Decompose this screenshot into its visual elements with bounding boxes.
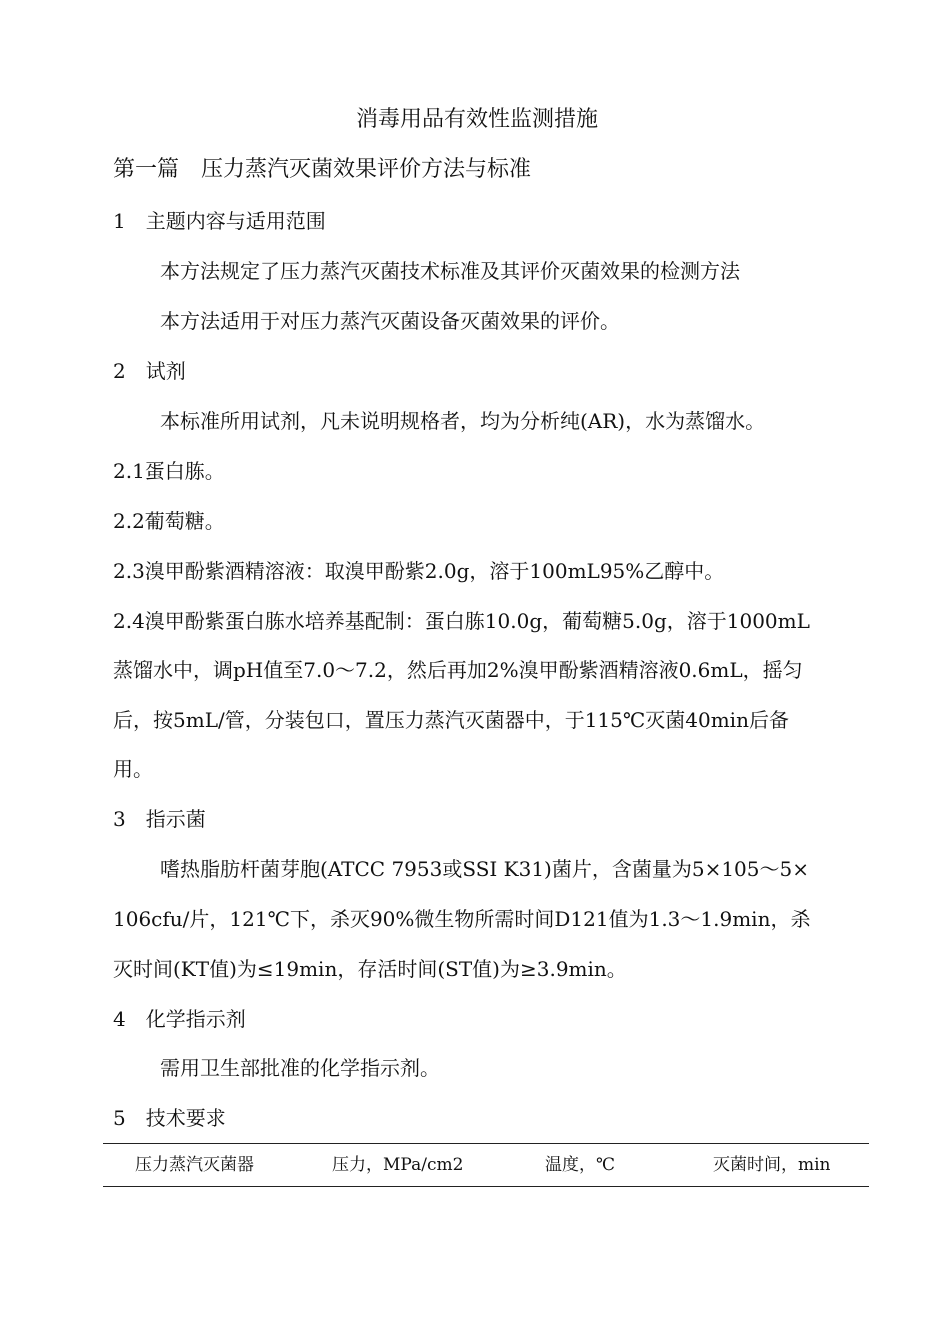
- reagent-item: 2.2葡萄糖。: [113, 509, 225, 533]
- section-4-heading: 4 化学指示剂: [113, 1007, 246, 1031]
- section-2-heading: 2 试剂: [113, 359, 186, 383]
- reagent-item-continued: 用。: [113, 757, 153, 781]
- reagent-item-continued: 后，按5mL/管，分装包口，置压力蒸汽灭菌器中，于115℃灭菌40min后备: [113, 708, 789, 732]
- reagent-item: 2.3溴甲酚紫酒精溶液：取溴甲酚紫2.0g，溶于100mL95%乙醇中。: [113, 559, 725, 583]
- reagent-item: 2.4溴甲酚紫蛋白胨水培养基配制：蛋白胨10.0g，葡萄糖5.0g，溶于1000mL: [113, 609, 810, 633]
- reagent-item: 2.1蛋白胨。: [113, 459, 225, 483]
- paragraph: 嗜热脂肪杆菌芽胞(ATCC 7953或SSI K31)菌片，含菌量为5×105～5×: [160, 857, 809, 881]
- section-5-heading: 5 技术要求: [113, 1106, 226, 1130]
- section-3-heading: 3 指示菌: [113, 807, 206, 831]
- paragraph-continued: 灭时间(KT值)为≤19min，存活时间(ST值)为≥3.9min。: [113, 957, 627, 981]
- table-header-cell: 灭菌时间，min: [713, 1155, 831, 1175]
- table-header-cell: 温度，℃: [545, 1155, 616, 1175]
- document-title: 消毒用品有效性监测措施: [356, 107, 599, 132]
- paragraph-continued: 106cfu/片，121℃下，杀灭90%微生物所需时间D121值为1.3～1.9min，杀: [113, 907, 811, 931]
- paragraph: 需用卫生部批准的化学指示剂。: [160, 1056, 440, 1080]
- paragraph: 本方法适用于对压力蒸汽灭菌设备灭菌效果的评价。: [160, 309, 620, 333]
- paragraph: 本标准所用试剂，凡未说明规格者，均为分析纯(AR)，水为蒸馏水。: [160, 409, 766, 433]
- table-header-cell: 压力蒸汽灭菌器: [135, 1155, 254, 1175]
- technical-requirements-table: [103, 1143, 869, 1187]
- chapter-heading: 第一篇 压力蒸汽灭菌效果评价方法与标准: [113, 157, 532, 182]
- section-1-heading: 1 主题内容与适用范围: [113, 209, 326, 233]
- paragraph: 本方法规定了压力蒸汽灭菌技术标准及其评价灭菌效果的检测方法: [160, 259, 740, 283]
- reagent-item-continued: 蒸馏水中，调pH值至7.0～7.2，然后再加2%溴甲酚紫酒精溶液0.6mL，摇匀: [113, 658, 803, 682]
- table-header-cell: 压力，MPa/cm2: [332, 1155, 464, 1175]
